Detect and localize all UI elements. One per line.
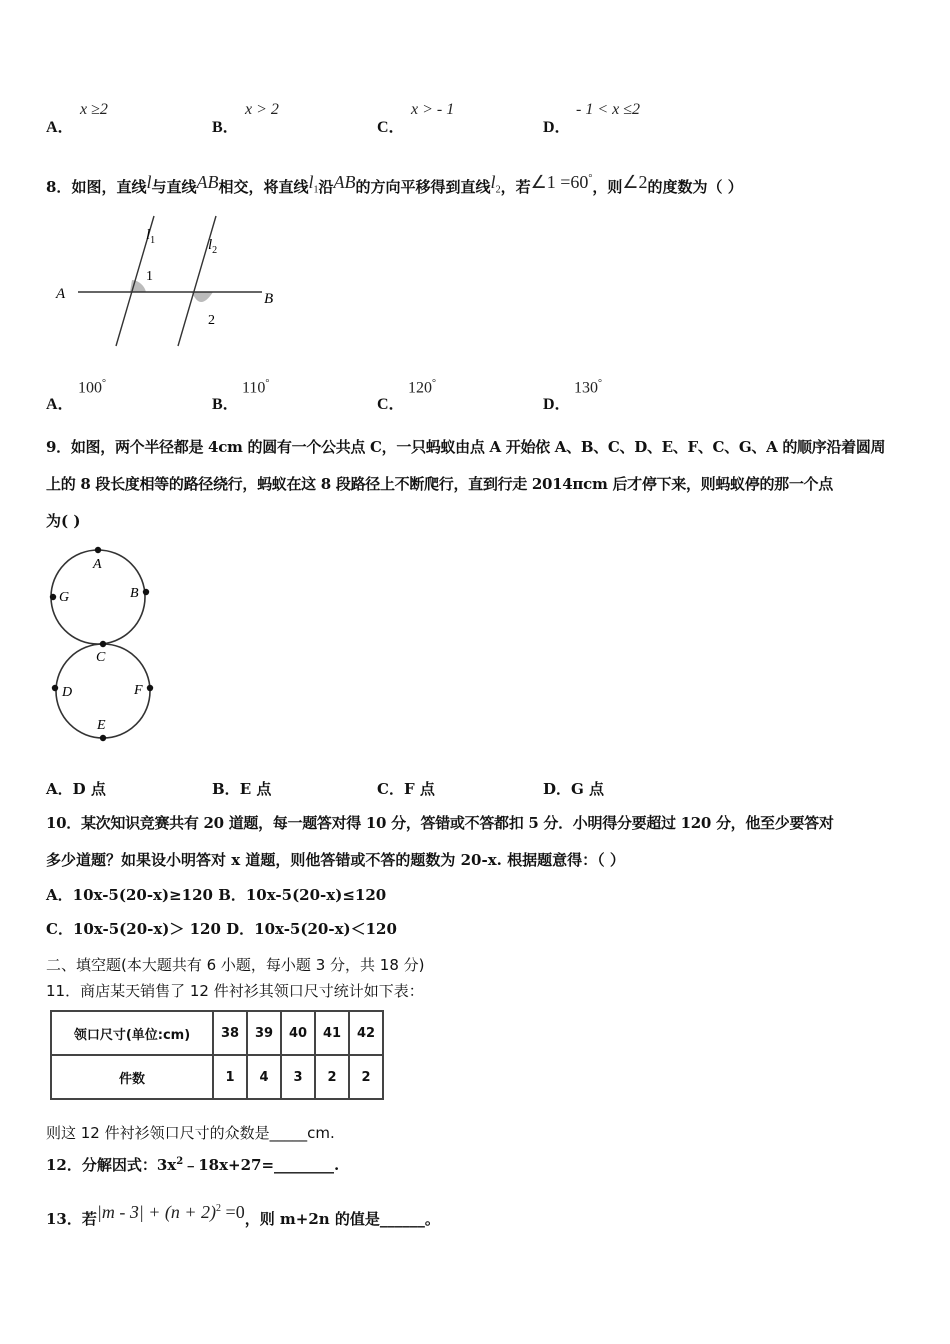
math-l2-base: l [490,172,496,192]
point-d [52,685,58,691]
q8-stem [46,172,743,197]
degree-sign: ° [588,173,593,184]
table-cell: 38 [213,1011,247,1055]
q9-stem-line3: 为( ) [46,512,81,530]
label-b: B [130,586,139,601]
label-a: A [56,286,66,302]
option-letter: C． [377,780,404,798]
option-letter: D． [543,396,571,413]
table-cell: 3 [281,1055,315,1099]
q10-stem-line1: 10．某次知识竞赛共有 20 道题，每一题答对得 10 分，答错或不答都扣 5 分．小明得分要超过 120 分，他至少要答对 [46,814,834,832]
label-l1-base: l [146,227,151,243]
degree-sign: ° [432,378,436,389]
q8-option-b [212,391,239,414]
label-angle-1: 1 [146,269,153,284]
question-number: 8． [46,178,72,196]
q9-option-d [543,780,604,798]
exponent: 2 [176,1156,184,1167]
q10-options-ab: A．10x-5(20-x)≥120 B．10x-5(20-x)≤120 [46,886,387,904]
q9-figure [40,540,170,750]
math-angle1-text: ∠1 =60 [530,172,589,192]
stem-text: 的方向平移得到直线 [355,178,491,196]
label-e: E [97,718,106,733]
math-expr-text: |m - 3| + (n + 2) [96,1202,217,1222]
option-letter: C． [377,119,405,136]
point-b [143,589,149,595]
label-a: A [93,557,102,572]
degree-sign: ° [102,378,106,389]
option-letter: D． [543,119,571,136]
q8-option-a-value [78,378,106,397]
label-angle-2: 2 [208,313,215,328]
stem-text: 12．分解因式：3x [46,1156,177,1174]
math-expression [97,1202,245,1222]
table-header-cell: 件数 [51,1055,213,1099]
point-a [95,547,101,553]
stem-text: ，若 [500,178,531,196]
option-value: 120 [408,379,432,397]
math-ab: AB [333,172,356,192]
q13-stem [46,1202,440,1228]
stem-text: ，则 m+2n 的值是______。 [244,1210,440,1228]
q9-stem-line2: 上的 8 段长度相等的路径绕行，蚂蚁在这 8 段路径上不断爬行，直到行走 2014πcm 后才停下来，则蚂蚁停的那一个点 [46,475,833,493]
label-c: C [96,650,106,665]
q9-option-c [377,780,435,798]
label-d: D [62,685,73,700]
q8-option-c [377,391,405,414]
q7-option-b-math: x > 2 [245,101,279,118]
option-value: 100 [78,379,102,397]
option-letter: A． [46,119,74,136]
label-g: G [59,590,70,605]
q12-stem [46,1156,339,1174]
q8-option-b-value [242,378,269,397]
q7-option-b [212,114,239,137]
label-l2 [208,237,217,256]
math-angle1 [531,172,593,192]
option-letter: D． [543,780,572,798]
stem-text: ﹣18x+27=________. [183,1156,340,1174]
degree-sign: ° [598,378,602,389]
option-letter: B． [212,119,239,136]
table-cell: 4 [247,1055,281,1099]
option-text: D 点 [72,780,106,798]
math-l1-base: l [308,172,314,192]
option-letter: A． [46,396,74,413]
q10-options-cd: C．10x-5(20-x)＞ 120 D．10x-5(20-x)＜120 [46,920,397,938]
option-text: G 点 [571,780,605,798]
label-f: F [134,683,143,698]
q8-option-a [46,391,74,414]
q11-size-table [50,1010,384,1100]
stem-text: 沿 [318,178,334,196]
q8-option-c-value [408,378,436,397]
q7-option-c [377,114,405,137]
q7-option-d [543,114,571,137]
label-b: B [264,291,274,307]
label-l2-sub: 2 [212,245,218,256]
stem-text: 如图，直线 [71,178,147,196]
q8-option-d [543,391,571,414]
q7-option-a [46,114,74,137]
table-cell: 42 [349,1011,383,1055]
option-value: 130 [574,379,598,397]
label-l1-sub: 1 [150,235,156,246]
math-l2 [490,172,501,196]
option-text: F 点 [403,780,435,798]
q8-figure [50,210,290,360]
option-letter: C． [377,396,405,413]
stem-text: 相交，将直线 [218,178,309,196]
math-l: l [146,172,152,192]
angle2-shade [192,292,213,302]
table-cell: 2 [349,1055,383,1099]
table-header-cell: 领口尺寸(单位:cm) [51,1011,213,1055]
math-angle2: ∠2 [622,172,648,192]
table-cell: 41 [315,1011,349,1055]
stem-text: 与直线 [151,178,197,196]
stem-text: 13．若 [46,1210,97,1228]
table-cell: 39 [247,1011,281,1055]
math-eq: =0 [221,1202,245,1222]
stem-text: 的度数为（ ） [647,178,743,196]
math-l1-sub: 1 [313,184,319,196]
table-cell: 1 [213,1055,247,1099]
math-l1 [308,172,319,196]
q11-question: 则这 12 件衬衫领口尺寸的众数是_____cm. [46,1124,335,1142]
table-row [51,1011,383,1055]
section-2-heading: 二、填空题(本大题共有 6 小题，每小题 3 分，共 18 分) [46,956,425,974]
option-text: E 点 [239,780,272,798]
q7-option-c-math: x > - 1 [411,101,455,118]
option-letter: A． [46,780,73,798]
point-g [50,594,56,600]
table-cell: 40 [281,1011,315,1055]
q7-option-d-math: - 1 < x ≤2 [576,101,641,118]
label-l2-base: l [208,237,213,253]
q8-option-d-value [574,378,602,397]
point-e [100,735,106,741]
q11-stem: 11．商店某天销售了 12 件衬衫其领口尺寸统计如下表： [46,982,424,1000]
math-l2-sub: 2 [495,184,501,196]
option-letter: B． [212,396,239,413]
q9-option-b [212,780,271,798]
point-c [100,641,106,647]
table-row [51,1055,383,1099]
q9-stem-line1: 9．如图，两个半径都是 4cm 的圆有一个公共点 C，一只蚂蚁由点 A 开始依 A、B、C、D、E、F、C、G、A 的顺序沿着圆周 [46,438,886,456]
degree-sign: ° [265,378,270,389]
q10-stem-line2: 多少道题？如果设小明答对 x 道题，则他答错或不答的题数为 20-x. 根据题意得：（ ） [46,851,625,869]
math-ab: AB [196,172,219,192]
option-value: 110 [242,379,266,397]
q9-option-a [46,780,106,798]
q7-option-a-math: x ≥2 [80,101,108,118]
exponent: 2 [216,1203,222,1214]
stem-text: ，则 [592,178,623,196]
table-cell: 2 [315,1055,349,1099]
option-letter: B． [212,780,240,798]
point-f [147,685,153,691]
